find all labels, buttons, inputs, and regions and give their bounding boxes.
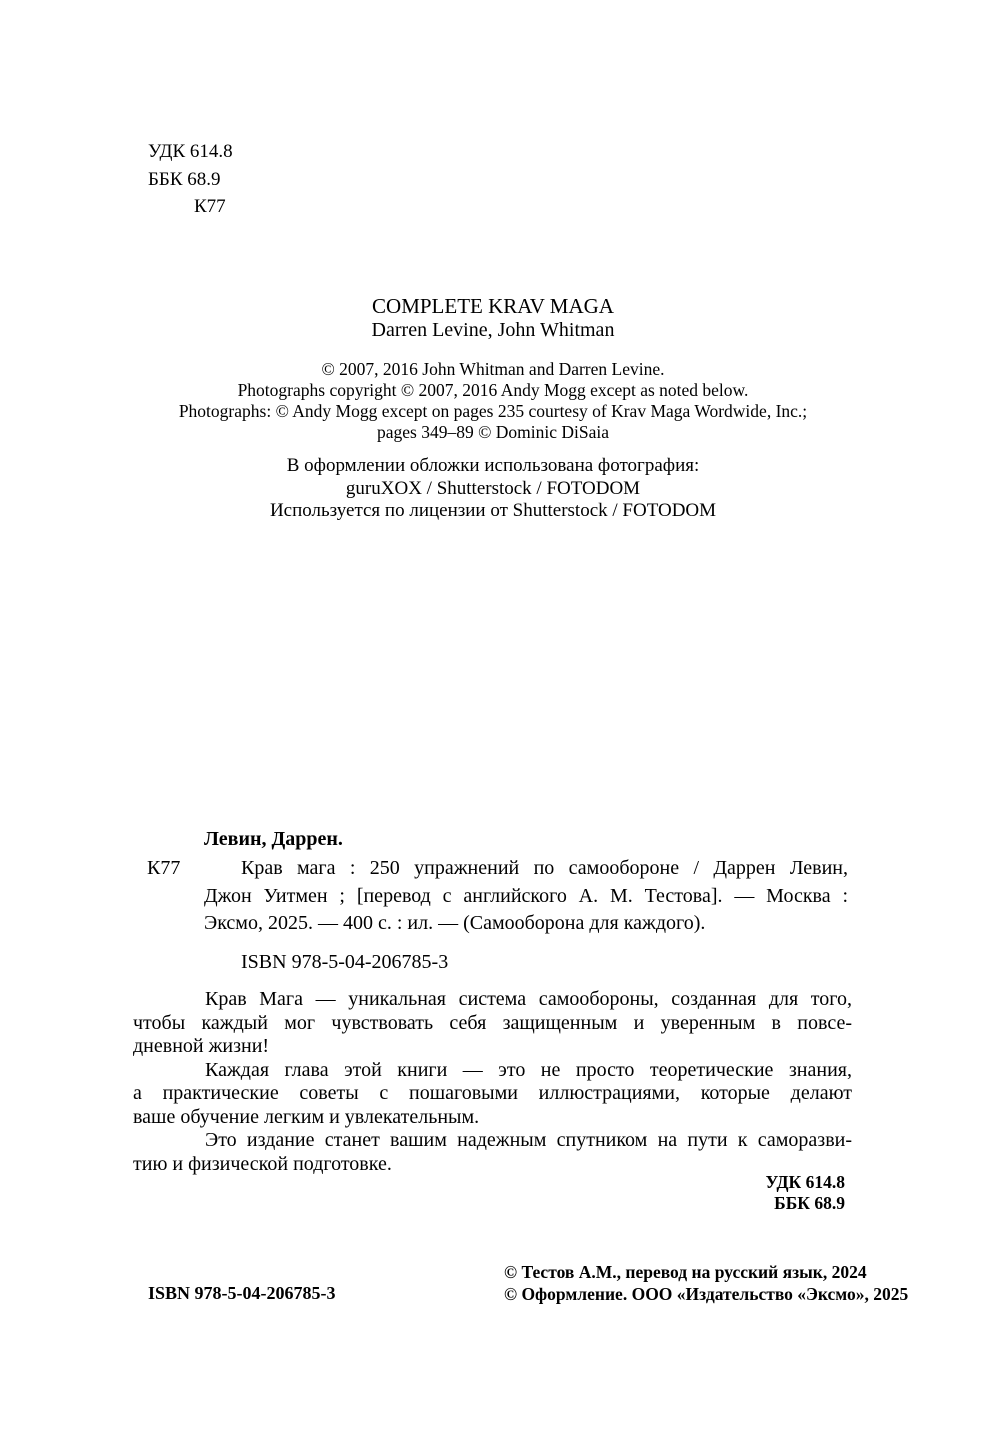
original-edition-block <box>0 295 986 341</box>
copyright-line: Photographs copyright © 2007, 2016 Andy Mogg except as noted below. <box>237 380 749 400</box>
english-copyright-block <box>0 359 986 443</box>
imprint-copyright-line: © Тестов А.М., перевод на русский язык, 2024 <box>504 1262 867 1282</box>
imprint-copyright-line: © Оформление. ООО «Издательство «Эксмо», 2025 <box>504 1283 909 1304</box>
annotation-line: тию и физической подготовке. <box>133 1152 392 1175</box>
original-authors: Darren Levine, John Whitman <box>371 319 615 341</box>
udk-code-bottom: УДК 614.8 <box>765 1172 845 1192</box>
catalog-author-heading: Левин, Даррен. <box>204 828 343 850</box>
copyright-line: pages 349–89 © Dominic DiSaia <box>376 422 609 442</box>
cover-credit-line: guruXOX / Shutterstock / FOTODOM <box>345 477 641 499</box>
cover-credit-line: Используется по лицензии от Shutterstock / FOTODOM <box>269 500 717 521</box>
annotation-line: Крав Мага — уникальная система самообороны, созданная для того, <box>205 988 852 1010</box>
catalog-description-line: Крав мага : 250 упражнений по самообороне / Даррен Левин, <box>241 857 848 879</box>
annotation-line: Это издание станет вашим надежным спутником на пути к саморазви- <box>205 1129 852 1151</box>
bbk-code-top: ББК 68.9 <box>148 168 221 190</box>
udk-code-top: УДК 614.8 <box>148 141 233 162</box>
copyright-line: Photographs: © Andy Mogg except on pages 235 courtesy of Krav Maga Wordwide, Inc.; <box>178 401 808 421</box>
bbk-code-bottom: ББК 68.9 <box>774 1193 845 1213</box>
catalog-description-line: Эксмо, 2025. — 400 с. : ил. — (Самооборона для каждого). <box>204 912 706 934</box>
catalog-record-block <box>147 826 848 976</box>
imprint-isbn: ISBN 978-5-04-206785-3 <box>148 1283 336 1303</box>
annotation-block <box>133 988 852 1176</box>
original-title: COMPLETE KRAV MAGA <box>372 294 614 318</box>
catalog-isbn: ISBN 978-5-04-206785-3 <box>241 950 449 973</box>
annotation-line: а практические советы с пошаговыми иллюстрациями, которые делают <box>133 1082 852 1104</box>
annotation-line: Каждая глава этой книги — это не просто теоретические знания, <box>205 1058 852 1081</box>
imprint-copyright-block <box>504 1262 908 1305</box>
author-sign-catalog: К77 <box>147 857 181 879</box>
annotation-line: ваше обучение легким и увлекательным. <box>133 1105 480 1128</box>
author-sign-top: К77 <box>194 196 226 217</box>
copyright-line: © 2007, 2016 John Whitman and Darren Levine. <box>321 359 665 379</box>
bottom-classification-block <box>765 1172 845 1214</box>
cover-photo-credit-block <box>0 455 986 523</box>
catalog-description-line: Джон Уитмен ; [перевод с английского А. М. Тестова]. — Москва : <box>204 884 848 907</box>
catalog-record-body <box>147 855 848 976</box>
top-classification-block <box>148 138 233 221</box>
annotation-line: дневной жизни! <box>133 1035 270 1057</box>
annotation-line: чтобы каждый мог чувствовать себя защищенным и уверенным в повсе- <box>133 1011 852 1034</box>
cover-credit-line: В оформлении обложки использована фотография: <box>286 455 700 476</box>
